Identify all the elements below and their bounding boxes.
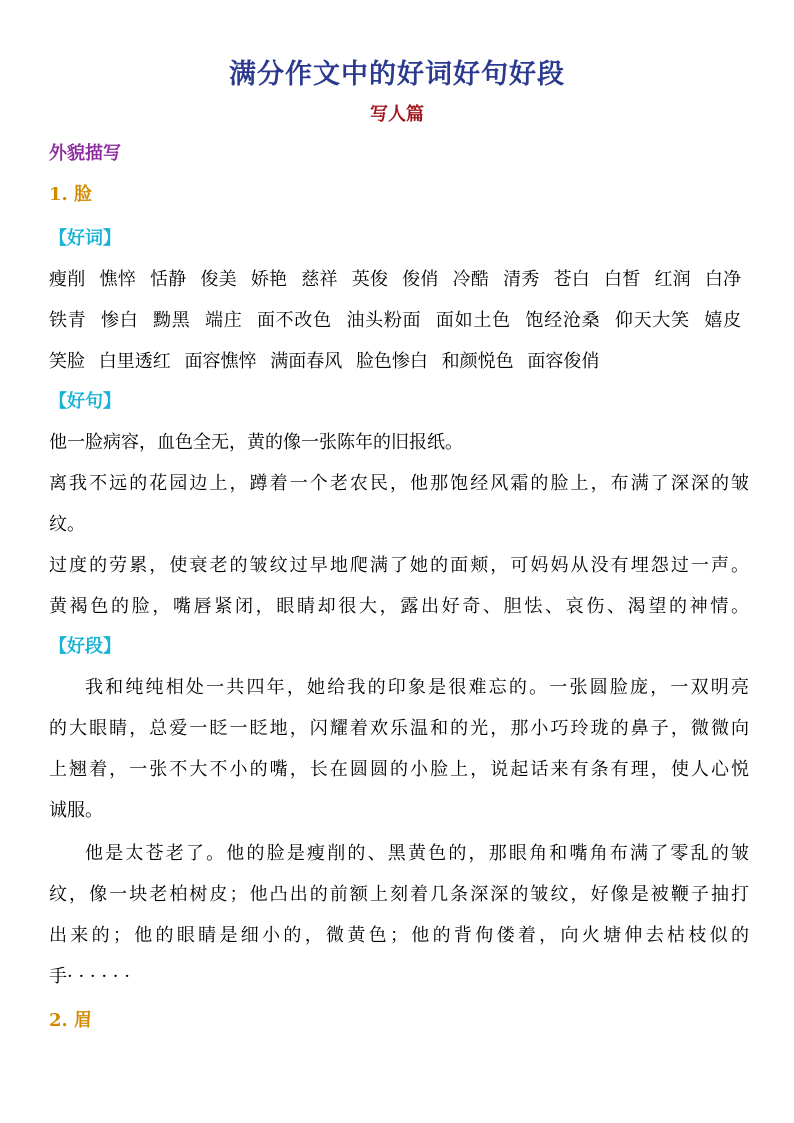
good-word: 面容俊俏 xyxy=(527,351,600,372)
good-word: 慈祥 xyxy=(301,269,338,290)
good-word: 面如土色 xyxy=(435,310,511,331)
good-word: 嬉皮 xyxy=(704,310,742,331)
good-word: 面容憔悴 xyxy=(184,351,257,372)
good-word: 饱经沧桑 xyxy=(525,310,601,331)
page-title: 满分作文中的好词好句好段 xyxy=(229,59,565,90)
paragraph-line: 手· · · · · · xyxy=(49,966,130,987)
sentence-line: 他一脸病容，血色全无，黄的像一张陈年的旧报纸。 xyxy=(49,432,463,453)
good-word: 冷酷 xyxy=(452,269,490,290)
good-word: 笑脸 xyxy=(49,351,85,372)
paragraph-2 xyxy=(49,833,749,997)
paragraph-line: 上翘着，一张不大不小的嘴，长在圆圆的小脸上，说起话来有条有理，使人心悦 xyxy=(49,759,749,780)
item-heading-eyebrow: 2. 眉 xyxy=(49,1010,93,1031)
good-word: 俊俏 xyxy=(402,269,439,290)
good-word: 铁青 xyxy=(49,310,87,331)
paragraph-line: 诚服。 xyxy=(49,800,103,821)
good-word: 英俊 xyxy=(351,269,389,290)
good-word: 白净 xyxy=(704,269,742,290)
good-word: 瘦削 xyxy=(49,269,86,290)
good-words-list xyxy=(49,259,749,382)
paragraph-line: 他是太苍老了。他的脸是瘦削的、黑黄色的，那眼角和嘴角布满了零乱的皱 xyxy=(85,843,749,864)
item-heading-face: 1. 脸 xyxy=(49,184,93,205)
good-words-line xyxy=(49,341,749,382)
good-word: 和颜悦色 xyxy=(441,351,514,372)
paragraph-line: 我和纯纯相处一共四年，她给我的印象是很难忘的。一张圆脸庞，一双明亮 xyxy=(85,677,749,698)
good-words-line xyxy=(49,259,749,300)
good-word: 仰天大笑 xyxy=(614,310,690,331)
good-word: 俊美 xyxy=(200,269,237,290)
good-word: 苍白 xyxy=(553,269,591,290)
page-subtitle: 写人篇 xyxy=(370,104,424,125)
content-body xyxy=(49,137,749,1041)
sentence-line: 离我不远的花园边上，蹲着一个老农民，他那饱经风霜的脸上，布满了深深的皱 xyxy=(49,473,749,494)
sentence-line: 纹。 xyxy=(49,514,85,535)
good-sentences-list xyxy=(49,422,749,627)
good-word: 惨白 xyxy=(100,310,139,331)
good-word: 油头粉面 xyxy=(346,310,422,331)
paragraph-line: 的大眼睛，总爱一眨一眨地，闪耀着欢乐温和的光，那小巧玲珑的鼻子，微微向 xyxy=(49,718,749,739)
paragraph-line: 纹，像一块老柏树皮；他凸出的前额上刻着几条深深的皱纹，好像是被鞭子抽打 xyxy=(49,884,749,905)
good-word: 端庄 xyxy=(204,310,243,331)
section-heading: 外貌描写 xyxy=(49,143,121,164)
paragraph-1 xyxy=(49,667,749,831)
good-words-line xyxy=(49,300,749,341)
good-sentences-tag: 【好句】 xyxy=(49,391,121,412)
good-word: 憔悴 xyxy=(99,269,136,290)
sentence-line: 过度的劳累，使衰老的皱纹过早地爬满了她的面颊，可妈妈从没有埋怨过一声。 xyxy=(49,555,749,576)
good-paragraphs-tag: 【好段】 xyxy=(49,636,121,657)
good-word: 脸色惨白 xyxy=(355,351,428,372)
good-word: 白皙 xyxy=(603,269,641,290)
good-word: 娇艳 xyxy=(250,269,288,290)
good-word: 白里透红 xyxy=(98,351,171,372)
good-word: 恬静 xyxy=(149,269,187,290)
good-words-tag: 【好词】 xyxy=(49,228,121,249)
good-word: 满面春风 xyxy=(270,351,343,372)
sentence-line: 黄褐色的脸，嘴唇紧闭，眼睛却很大，露出好奇、胆怯、哀伤、渴望的神情。 xyxy=(49,596,749,617)
good-word: 红润 xyxy=(654,269,691,290)
good-word: 面不改色 xyxy=(256,310,332,331)
paragraph-line: 出来的；他的眼睛是细小的，微黄色；他的背佝偻着，向火塘伸去枯枝似的 xyxy=(49,925,749,946)
good-word: 清秀 xyxy=(503,269,540,290)
good-word: 黝黑 xyxy=(152,310,191,331)
